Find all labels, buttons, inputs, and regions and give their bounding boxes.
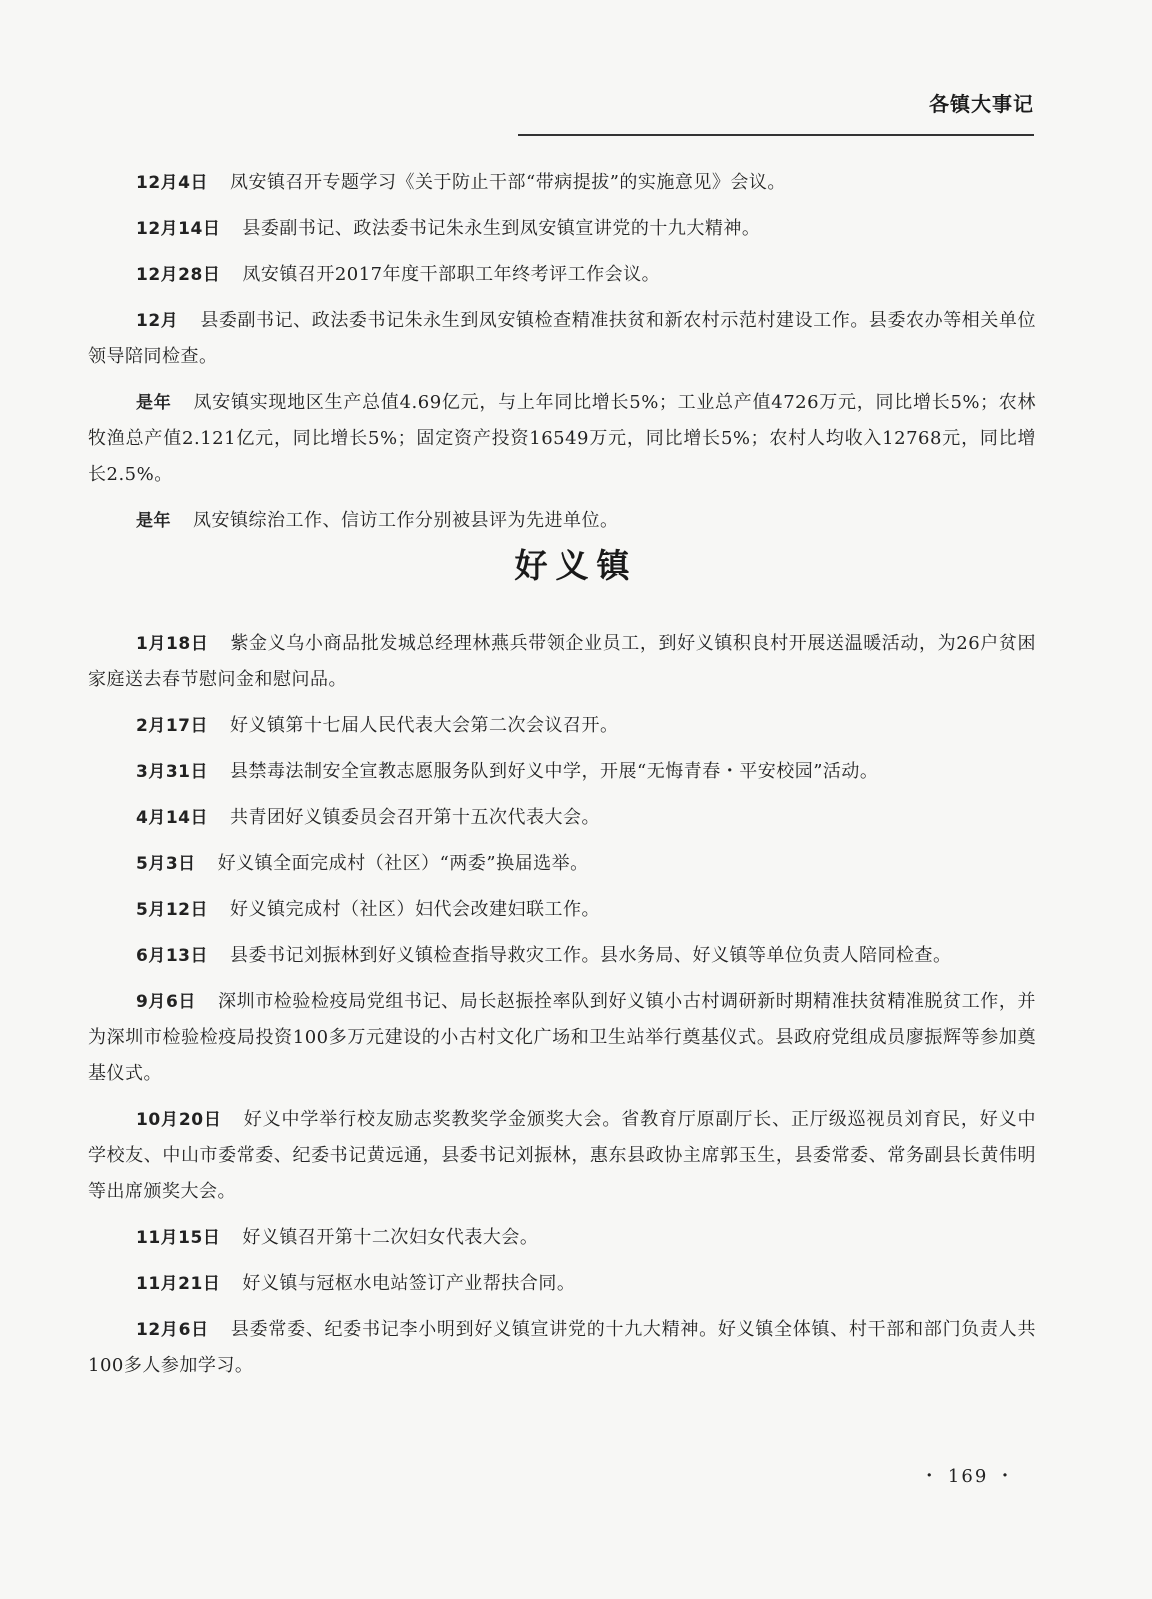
entry-date: 4月14日 (136, 808, 208, 828)
entry-text: 好义镇全面完成村（社区）“两委”换届选举。 (217, 853, 589, 874)
chronicle-entry (88, 754, 1036, 790)
chronicle-entry (88, 938, 1036, 974)
running-header-title: 各镇大事记 (929, 92, 1034, 116)
entry-date: 3月31日 (136, 762, 208, 782)
chronicle-entry (88, 211, 1036, 247)
entry-text: 凤安镇召开专题学习《关于防止干部“带病提拔”的实施意见》会议。 (230, 172, 786, 193)
section-haoyi-entries (88, 626, 1036, 1394)
entry-text: 凤安镇实现地区生产总值4.69亿元，与上年同比增长5%；工业总产值4726万元，同比增长5%；农林牧渔总产值2.121亿元，同比增长5%；固定资产投资16549万元，同比增长5%；农村人均收入12768元，同比增长2.5%。 (88, 392, 1037, 485)
chronicle-entry (88, 1220, 1036, 1256)
entry-text: 紫金义乌小商品批发城总经理林燕兵带领企业员工，到好义镇积良村开展送温暖活动，为26户贫困家庭送去春节慰问金和慰问品。 (88, 633, 1036, 690)
chronicle-entry (88, 303, 1036, 375)
entry-date: 11月21日 (136, 1274, 221, 1294)
entry-date: 5月12日 (136, 900, 208, 920)
chronicle-entry (88, 503, 1036, 539)
header-rule (518, 134, 1034, 136)
entry-date: 是年 (136, 511, 171, 531)
entry-date: 12月28日 (136, 265, 221, 285)
entry-date: 5月3日 (136, 854, 196, 874)
chronicle-entry (88, 892, 1036, 928)
entry-text: 凤安镇综治工作、信访工作分别被县评为先进单位。 (193, 510, 619, 531)
section-title-haoyi: 好义镇 (514, 546, 638, 585)
entry-text: 好义镇第十七届人民代表大会第二次会议召开。 (230, 715, 619, 736)
chronicle-entry (88, 165, 1036, 201)
entry-text: 县委书记刘振林到好义镇检查指导救灾工作。县水务局、好义镇等单位负责人陪同检查。 (230, 945, 952, 966)
entry-date: 12月4日 (136, 173, 208, 193)
chronicle-entry (88, 984, 1036, 1092)
entry-date: 1月18日 (136, 634, 209, 654)
chronicle-entry (88, 800, 1036, 836)
entry-text: 县委副书记、政法委书记朱永生到凤安镇宣讲党的十九大精神。 (242, 218, 761, 239)
entry-date: 12月14日 (136, 219, 221, 239)
chronicle-entry (88, 708, 1036, 744)
entry-text: 好义中学举行校友励志奖教奖学金颁奖大会。省教育厅原副厅长、正厅级巡视员刘育民，好义中学校友、中山市委常委、纪委书记黄远通，县委书记刘振林，惠东县政协主席郭玉生，县委常委、常务副县长黄伟明等出席颁奖大会。 (88, 1109, 1036, 1202)
chronicle-entry (88, 1102, 1036, 1210)
chronicle-entry (88, 385, 1036, 493)
entry-date: 2月17日 (136, 716, 208, 736)
entry-text: 凤安镇召开2017年度干部职工年终考评工作会议。 (242, 264, 661, 285)
entry-date: 6月13日 (136, 946, 208, 966)
entry-date: 10月20日 (136, 1110, 222, 1130)
entry-date: 9月6日 (136, 992, 197, 1012)
entry-date: 12月 (136, 311, 179, 331)
entry-date: 12月6日 (136, 1320, 209, 1340)
entry-text: 好义镇与冠枢水电站签订产业帮扶合同。 (242, 1273, 576, 1294)
entry-text: 县委副书记、政法委书记朱永生到凤安镇检查精准扶贫和新农村示范村建设工作。县委农办等相关单位领导陪同检查。 (88, 310, 1036, 367)
entry-text: 共青团好义镇委员会召开第十五次代表大会。 (230, 807, 600, 828)
chronicle-entry (88, 626, 1036, 698)
entry-text: 县禁毒法制安全宣教志愿服务队到好义中学，开展“无悔青春・平安校园”活动。 (230, 761, 879, 782)
chronicle-entry (88, 846, 1036, 882)
entry-text: 县委常委、纪委书记李小明到好义镇宣讲党的十九大精神。好义镇全体镇、村干部和部门负责人共100多人参加学习。 (88, 1319, 1036, 1376)
entry-text: 深圳市检验检疫局党组书记、局长赵振拴率队到好义镇小古村调研新时期精准扶贫精准脱贫工作，并为深圳市检验检疫局投资100多万元建设的小古村文化广场和卫生站举行奠基仪式。县政府党组成员廖振辉等参加奠基仪式。 (88, 991, 1036, 1084)
entry-text: 好义镇召开第十二次妇女代表大会。 (242, 1227, 539, 1248)
section-fengan-entries (88, 165, 1036, 549)
page-number: ・ 169 ・ (920, 1466, 1016, 1487)
chronicle-entry (88, 1312, 1036, 1384)
entry-date: 11月15日 (136, 1228, 221, 1248)
chronicle-entry (88, 257, 1036, 293)
entry-date: 是年 (136, 393, 172, 413)
chronicle-entry (88, 1266, 1036, 1302)
entry-text: 好义镇完成村（社区）妇代会改建妇联工作。 (230, 899, 600, 920)
